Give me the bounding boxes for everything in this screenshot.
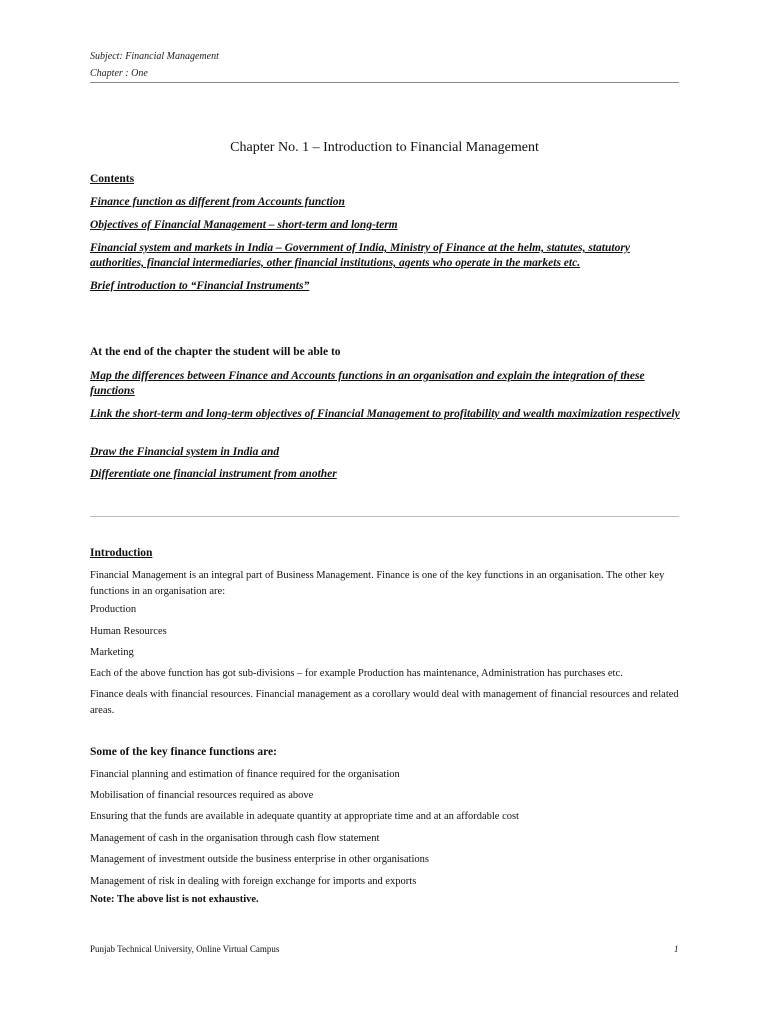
key-function-item: Management of cash in the organisation through cash flow statement: [90, 833, 380, 844]
section-divider: [90, 516, 679, 517]
contents-item: Brief introduction to “Financial Instruments”: [90, 280, 310, 292]
outcome-item: Draw the Financial system in India and: [90, 446, 280, 458]
function-item: Production: [90, 604, 137, 615]
outcome-item: Map the differences between Finance and Accounts functions in an organisation and explain the integration of these functions: [90, 370, 645, 397]
header-chapter: Chapter : One: [90, 68, 148, 79]
outcome-item: Link the short-term and long-term objectives of Financial Management to profitability and wealth maximization respectively: [90, 408, 680, 420]
key-function-item: Mobilisation of financial resources required as above: [90, 790, 314, 801]
contents-item: Objectives of Financial Management – short-term and long-term: [90, 219, 398, 231]
contents-item: Financial system and markets in India – Government of India, Ministry of Finance at the helm, statutes, statutory authorities, financial intermediaries, other financial institutions, agents who operate in the markets etc.: [90, 242, 630, 269]
function-item: Marketing: [90, 647, 134, 658]
outcome-item: Differentiate one financial instrument from another: [90, 468, 337, 480]
intro-paragraph: Each of the above function has got sub-divisions – for example Production has maintenance, Administration has purchases etc.: [90, 668, 623, 679]
function-item: Human Resources: [90, 626, 167, 637]
outcomes-heading: At the end of the chapter the student will be able to: [90, 346, 341, 358]
page-number: 1: [674, 944, 679, 954]
footer-institution: Punjab Technical University, Online Virtual Campus: [90, 944, 280, 954]
note-text: Note: The above list is not exhaustive.: [90, 894, 259, 905]
intro-paragraph: Finance deals with financial resources. Financial management as a corollary would deal with management of financial resources and related areas.: [90, 689, 679, 716]
chapter-title: Chapter No. 1 – Introduction to Financial Management: [230, 140, 539, 155]
contents-heading: Contents: [90, 173, 135, 185]
key-function-item: Management of risk in dealing with foreign exchange for imports and exports: [90, 876, 417, 887]
header-divider: [90, 82, 679, 83]
key-functions-heading: Some of the key finance functions are:: [90, 746, 277, 758]
contents-item: Finance function as different from Accounts function: [90, 196, 345, 208]
header-subject: Subject: Financial Management: [90, 51, 219, 62]
key-function-item: Management of investment outside the business enterprise in other organisations: [90, 854, 429, 865]
key-function-item: Financial planning and estimation of finance required for the organisation: [90, 769, 400, 780]
introduction-heading: Introduction: [90, 547, 153, 559]
key-function-item: Ensuring that the funds are available in adequate quantity at appropriate time and at an affordable cost: [90, 811, 519, 822]
intro-paragraph: Financial Management is an integral part of Business Management. Finance is one of the key functions in an organisation. The other key functions in an organisation are:: [90, 570, 665, 597]
